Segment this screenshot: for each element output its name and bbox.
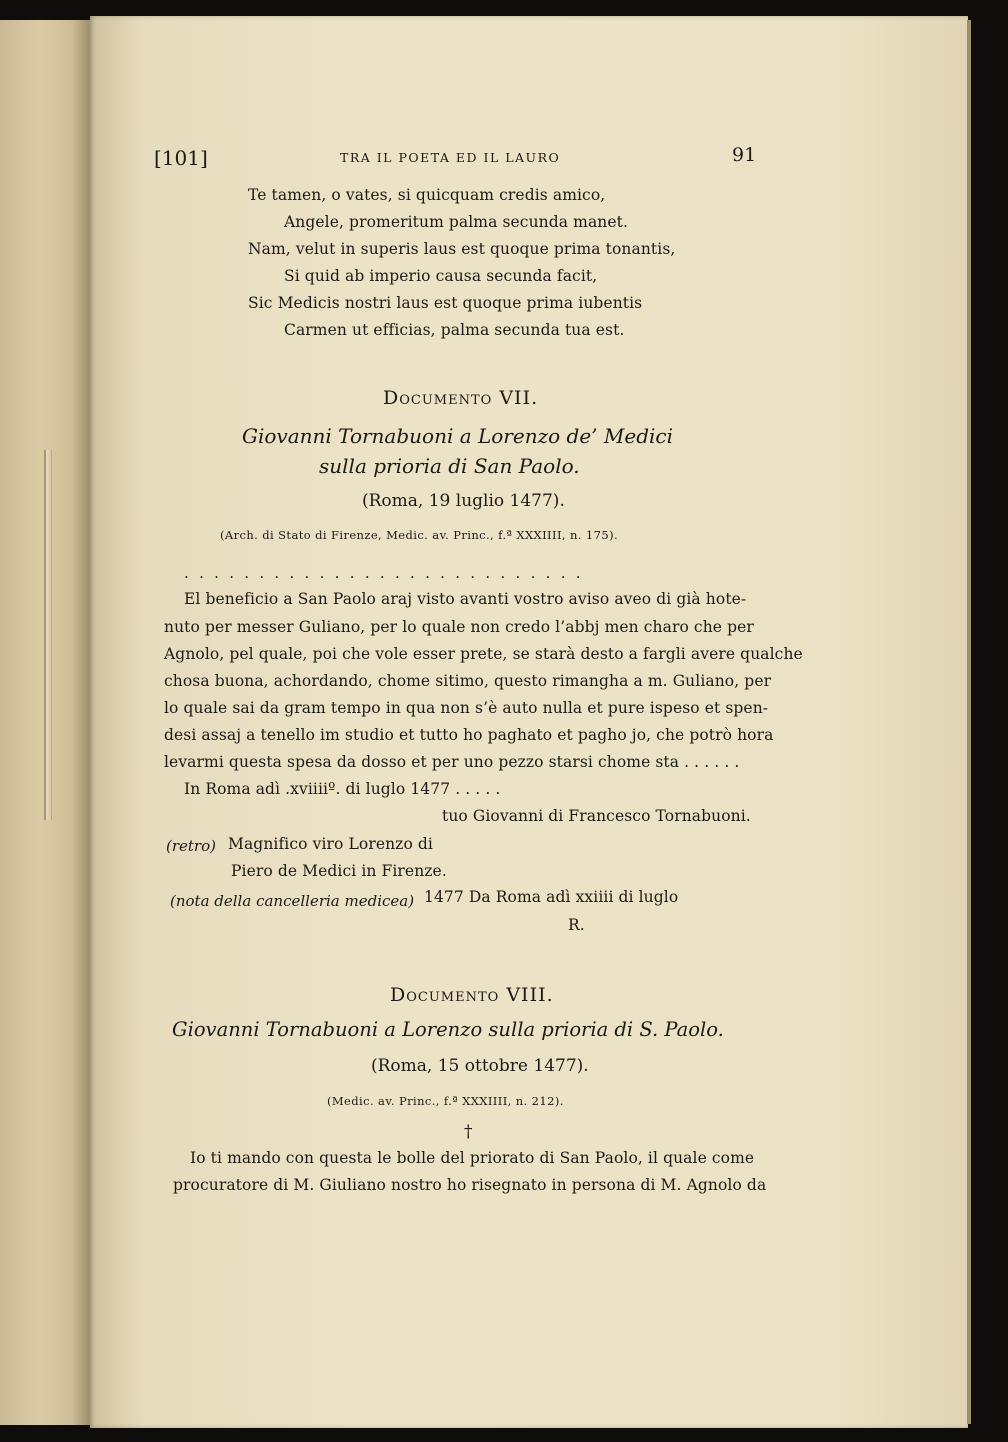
document-title: Giovanni Tornabuoni a Lorenzo de’ Medici xyxy=(242,424,673,448)
omission-dots: ........................... xyxy=(184,564,591,582)
letter-line: chosa buona, achordando, chome sitimo, questo rimangha a m. Guliano, per xyxy=(164,672,772,690)
letter-line: El beneficio a San Paolo araj visto avanti vostro aviso aveo di già hote- xyxy=(184,590,747,608)
retro-address: Piero de Medici in Firenze. xyxy=(231,862,447,880)
letter-line: procuratore di M. Giuliano nostro ho risegnato in persona di M. Agnolo da xyxy=(173,1176,767,1194)
document-heading: Documento VIII. xyxy=(390,984,554,1006)
retro-address: Magnifico viro Lorenzo di xyxy=(228,835,433,853)
document-heading: Documento VII. xyxy=(383,387,539,409)
letter-line: levarmi questa spesa da dosso et per uno pezzo starsi chome sta . . . . . . xyxy=(164,753,740,771)
letter-line: Io ti mando con questa le bolle del priorato di San Paolo, il quale come xyxy=(190,1149,755,1167)
poem-line: Sic Medicis nostri laus est quoque prima iubentis xyxy=(248,294,643,312)
document-title: Giovanni Tornabuoni a Lorenzo sulla prioria di S. Paolo. xyxy=(172,1018,724,1041)
poem-line: Te tamen, o vates, si quicquam credis amico, xyxy=(248,186,606,204)
poem-line: Carmen ut efficias, palma secunda tua est. xyxy=(284,321,625,339)
page-number: 91 xyxy=(732,144,757,166)
archive-reference: (Medic. av. Princ., f.ª XXXIIII, n. 212). xyxy=(327,1094,564,1108)
document-title: sulla prioria di San Paolo. xyxy=(319,454,580,478)
running-title: TRA IL POETA ED IL LAURO xyxy=(340,150,561,165)
letter-line: desi assaj a tenello im studio et tutto ho paghato et pagho jo, che potrò hora xyxy=(164,726,774,744)
letter-signature: tuo Giovanni di Francesco Tornabuoni. xyxy=(442,807,751,825)
letter-line: Agnolo, pel quale, poi che vole esser prete, se starà desto a fargli avere qualche xyxy=(164,645,803,663)
page-edge xyxy=(967,20,971,1424)
nota-label: (nota della cancelleria medicea) xyxy=(170,892,415,910)
nota-text: 1477 Da Roma adì xxiiii di luglo xyxy=(424,888,679,906)
poem-line: Si quid ab imperio causa secunda facit, xyxy=(284,267,598,285)
poem-line: Nam, velut in superis laus est quoque prima tonantis, xyxy=(248,240,676,258)
retro-label: (retro) xyxy=(166,837,216,855)
section-number: [101] xyxy=(154,146,208,170)
document-date: (Roma, 15 ottobre 1477). xyxy=(371,1056,589,1076)
archive-reference: (Arch. di Stato di Firenze, Medic. av. Princ., f.ª XXXIIII, n. 175). xyxy=(220,528,619,542)
binding-gutter xyxy=(44,450,52,820)
nota-mark: R. xyxy=(568,916,585,934)
letter-line: lo quale sai da gram tempo in qua non s’è auto nulla et pure ispeso et spen- xyxy=(164,699,769,717)
poem-line: Angele, promeritum palma secunda manet. xyxy=(284,213,628,231)
letter-line: In Roma adì .xviiiiº. di luglo 1477 . . . . . xyxy=(184,780,501,798)
document-date: (Roma, 19 luglio 1477). xyxy=(362,491,565,511)
letter-line: nuto per messer Guliano, per lo quale non credo l’abbj men charo che per xyxy=(164,618,754,636)
cross-mark: † xyxy=(464,1122,473,1142)
